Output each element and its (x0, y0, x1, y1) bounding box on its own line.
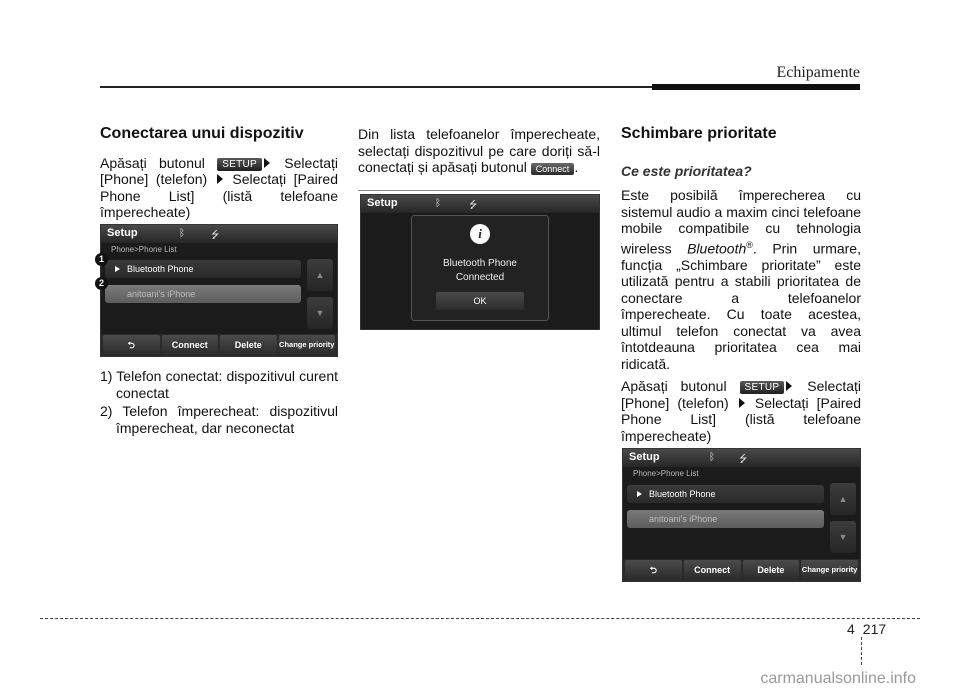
header-bar (652, 84, 860, 90)
connected-dialog-screen (360, 194, 600, 330)
text-fragment: Selectați [Phone] (telefon) (100, 154, 339, 187)
phone-name: Bluetooth Phone (649, 489, 716, 499)
watermark: carmanualsonline.info (760, 670, 916, 687)
phone-name: anitoani's iPhone (127, 289, 196, 299)
screen-topbar (623, 449, 860, 467)
page-number (847, 621, 886, 637)
change-priority-button[interactable]: Change priority (801, 560, 858, 580)
bluetooth-term: Bluetooth (687, 240, 747, 257)
column-3 (621, 126, 861, 450)
screen-title: Setup (107, 227, 138, 239)
heading-change-priority: Schimbare prioritate (621, 125, 777, 142)
screen-button-bar (101, 334, 337, 356)
text-fragment: Selectați [Paired Phone List] (listă telefoane împerecheate) (621, 394, 861, 444)
usb-icon: ⭍ (211, 230, 220, 241)
phone-name: anitoani's iPhone (649, 514, 718, 524)
dialog-line-1: Bluetooth Phone (443, 258, 517, 269)
column-1 (100, 126, 338, 227)
change-priority-button[interactable]: Change priority (279, 335, 336, 355)
connect-key: Connect (531, 163, 575, 175)
heading-connect-device: Conectarea unui dispozitiv (100, 125, 304, 142)
play-icon (115, 266, 120, 272)
arrow-icon (739, 398, 745, 408)
connected-dialog (411, 215, 549, 321)
screen-topbar (361, 195, 599, 213)
callout-badge-1: 1 (95, 253, 108, 266)
bluetooth-icon: ᛒ (709, 452, 715, 463)
text-fragment: . (574, 159, 579, 175)
paired-phone-row-connected[interactable] (105, 260, 301, 278)
play-icon (637, 491, 642, 497)
screen-title: Setup (629, 451, 660, 463)
info-icon: i (470, 224, 490, 244)
paired-phone-row-connected[interactable] (627, 485, 824, 503)
text-fragment: Din lista telefoanelor împerecheate, selectați dispozitivul pe care doriți să-l conectați și apăsați butonul (358, 126, 600, 175)
screen-button-bar (623, 559, 860, 581)
registered-mark: ® (746, 239, 753, 250)
arrow-icon (786, 381, 792, 391)
priority-paragraph (621, 187, 861, 372)
paired-phone-row[interactable] (627, 510, 824, 528)
bluetooth-icon: ᛒ (179, 228, 185, 239)
back-button[interactable]: ⮌ (103, 335, 160, 355)
instruction-paragraph (621, 378, 861, 444)
divider (358, 190, 600, 191)
instruction-paragraph (358, 126, 600, 176)
bluetooth-icon: ᛒ (435, 198, 441, 209)
callout-badge-2: 2 (95, 277, 108, 290)
arrow-icon (264, 158, 270, 168)
scroll-up-button[interactable]: ▲ (307, 259, 333, 291)
usb-icon: ⭍ (469, 200, 478, 211)
phone-list-screen (100, 224, 338, 357)
phone-list-screen-2 (622, 448, 861, 582)
connect-button[interactable]: Connect (162, 335, 219, 355)
scroll-down-button[interactable]: ▼ (830, 521, 856, 553)
setup-key: SETUP (740, 381, 785, 394)
delete-button[interactable]: Delete (220, 335, 277, 355)
scroll-down-button[interactable]: ▼ (307, 297, 333, 329)
text-fragment: Apăsați butonul (100, 154, 218, 171)
paired-phone-row[interactable] (105, 285, 301, 303)
instruction-paragraph (100, 155, 338, 221)
text-fragment: . Prin urmare, funcția „Schimbare prioritate” este utilizată pentru a stabili prioritatea de conectare a telefoanelor împerecheate. Cu toate acestea, ultimul telefon conectat va avea întotdeauna prioritatea cea mai ridicată. (621, 240, 861, 372)
footer-vertical-rule (861, 637, 862, 665)
connect-button[interactable]: Connect (684, 560, 741, 580)
footer-rule (40, 618, 920, 619)
chapter-number: 4 (847, 621, 855, 637)
back-button[interactable]: ⮌ (625, 560, 682, 580)
text-fragment: Selectați [Phone] (telefon) (621, 378, 861, 411)
setup-key: SETUP (217, 158, 262, 171)
dialog-line-2: Connected (455, 272, 505, 283)
screen-title: Setup (367, 197, 398, 209)
phone-name: Bluetooth Phone (127, 264, 194, 274)
screen-path: Phone>Phone List (633, 469, 699, 478)
text-fragment: Este posibilă împerecherea cu sistemul audio a maxim cinci telefoane mobile compatibile cu tehnologia wireless (621, 187, 861, 257)
scroll-up-button[interactable]: ▲ (830, 483, 856, 515)
text-fragment: Selectați [Paired Phone List] (listă telefoane împerecheate) (100, 171, 338, 220)
usb-icon: ⭍ (739, 454, 748, 465)
ok-button[interactable]: OK (436, 292, 524, 310)
column-2 (358, 126, 600, 182)
section-title: Echipamente (776, 64, 860, 81)
delete-button[interactable]: Delete (743, 560, 800, 580)
list-item: 1) Telefon conectat: dispozitivul curent conectat (100, 368, 338, 401)
list-item: 2) Telefon împerecheat: dispozitivul împerecheat, dar neconectat (100, 403, 338, 436)
page-number-value: 217 (862, 621, 887, 637)
legend-list (100, 368, 338, 438)
screen-topbar (101, 225, 337, 243)
screen-path: Phone>Phone List (111, 245, 177, 254)
arrow-icon (217, 174, 223, 184)
subheading-what-is-priority: Ce este prioritatea? (621, 162, 752, 179)
text-fragment: Apăsați butonul (621, 378, 740, 395)
